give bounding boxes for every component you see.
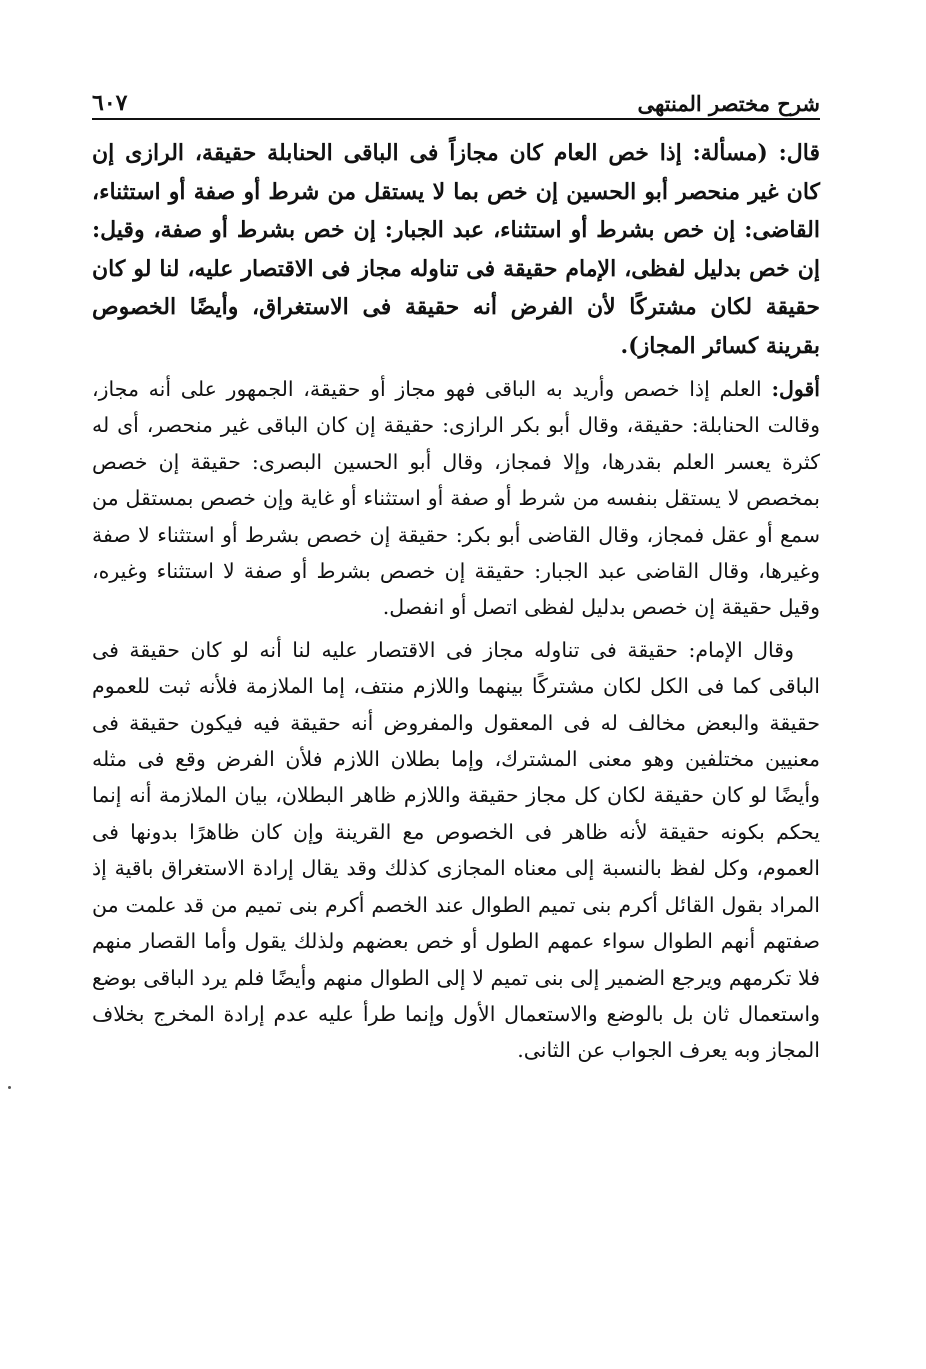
book-page (92, 78, 820, 1069)
aqulu-lead: أقول: (771, 377, 820, 401)
sharh-paragraph-1 (92, 371, 820, 626)
sharh-paragraph-2-text: وقال الإمام: حقيقة فى تناوله مجاز فى الاقتصار عليه لنا أنه لو كان حقيقة فى الباقى كما فى الكل لكان مشتركًا بينهما واللازم منتف، إما الملازمة فلأنه ثبت للعموم حقيقة والبعض مخالف له فى المعقول والمفروض أنه حقيقة فيه فيكون حقيقة فى معنيين مختلفين وهو معنى المشترك، وإما بطلان اللازم فلأن الفرض وقع فى مثله وأيضًا لو كان حقيقة لكان كل مجاز حقيقة واللازم ظاهر البطلان، بيان الملازمة أنه إنما يحكم بكونه حقيقة لأنه ظاهر فى الخصوص مع القرينة وإن كان ظاهرًا بدونها فى العموم، وكل لفظ بالنسبة إلى معناه المجازى كذلك وقد يقال إرادة الاستغراق باقية إذ المراد بقول القائل أكرم بنى تميم الطوال عند الخصم أكرم بنى تميم من قد علمت من صفتهم أنهم الطوال سواء عمهم الطول أو خص بعضهم ولذلك يقول وأما القصار منهم فلا تكرمهم ويرجع الضمير إلى بنى تميم لا إلى الطوال منهم وأيضًا فلم يرد الباقى بوضع واستعمال ثان بل بالوضع والاستعمال الأول وإنما طرأ عليه عدم إرادة المخرج بخلاف المجاز وبه يعرف الجواب عن الثانى. (92, 637, 820, 1063)
sharh-paragraph-1-text: العلم إذا خصص وأريد به الباقى فهو مجاز أو حقيقة، الجمهور على أنه مجاز، وقالت الحنابلة: حقيقة، وقال أبو بكر الرازى: حقيقة إن كان الباقى غير منحصر، أى له كثرة يعسر العلم بقدرها، وإلا فمجاز، وقال أبو الحسين البصرى: حقيقة إن خصص بمخصص لا يستقل بنفسه من شرط أو صفة أو استثناء أو غاية وإن خصص بمستقل من سمع أو عقل فمجاز، وقال القاضى أبو بكر: حقيقة إن خصص بشرط أو استثناء لا صفة وغيرها، وقال القاضى عبد الجبار: حقيقة إن خصص بشرط أو صفة لا استثناء وغيره، وقيل حقيقة إن خصص بدليل لفظى اتصل أو انفصل. (92, 377, 820, 620)
book-title: شرح مختصر المنتهى (637, 91, 820, 116)
matn-paragraph: قال: (مسألة: إذا خص العام كان مجازاً فى الباقى الحنابلة حقيقة، الرازى إن كان غير منحصر أبو الحسين إن خص بما لا يستقل من شرط أو صفة أو استثناء، القاضى: إن خص بشرط أو استثناء، عبد الجبار: إن خص بشرط أو صفة، وقيل: إن خص بدليل لفظى، الإمام حقيقة فى تناوله مجاز فى الاقتصار عليه، لنا لو كان حقيقة لكان مشتركًا لأن الفرض أنه حقيقة فى الاستغراق، وأيضًا الخصوص بقرينة كسائر المجاز). (92, 140, 820, 359)
scan-speck (8, 1086, 11, 1089)
page-number: ٦٠٧ (92, 90, 128, 116)
running-header (92, 78, 820, 120)
sharh-paragraph-2 (92, 632, 820, 1069)
